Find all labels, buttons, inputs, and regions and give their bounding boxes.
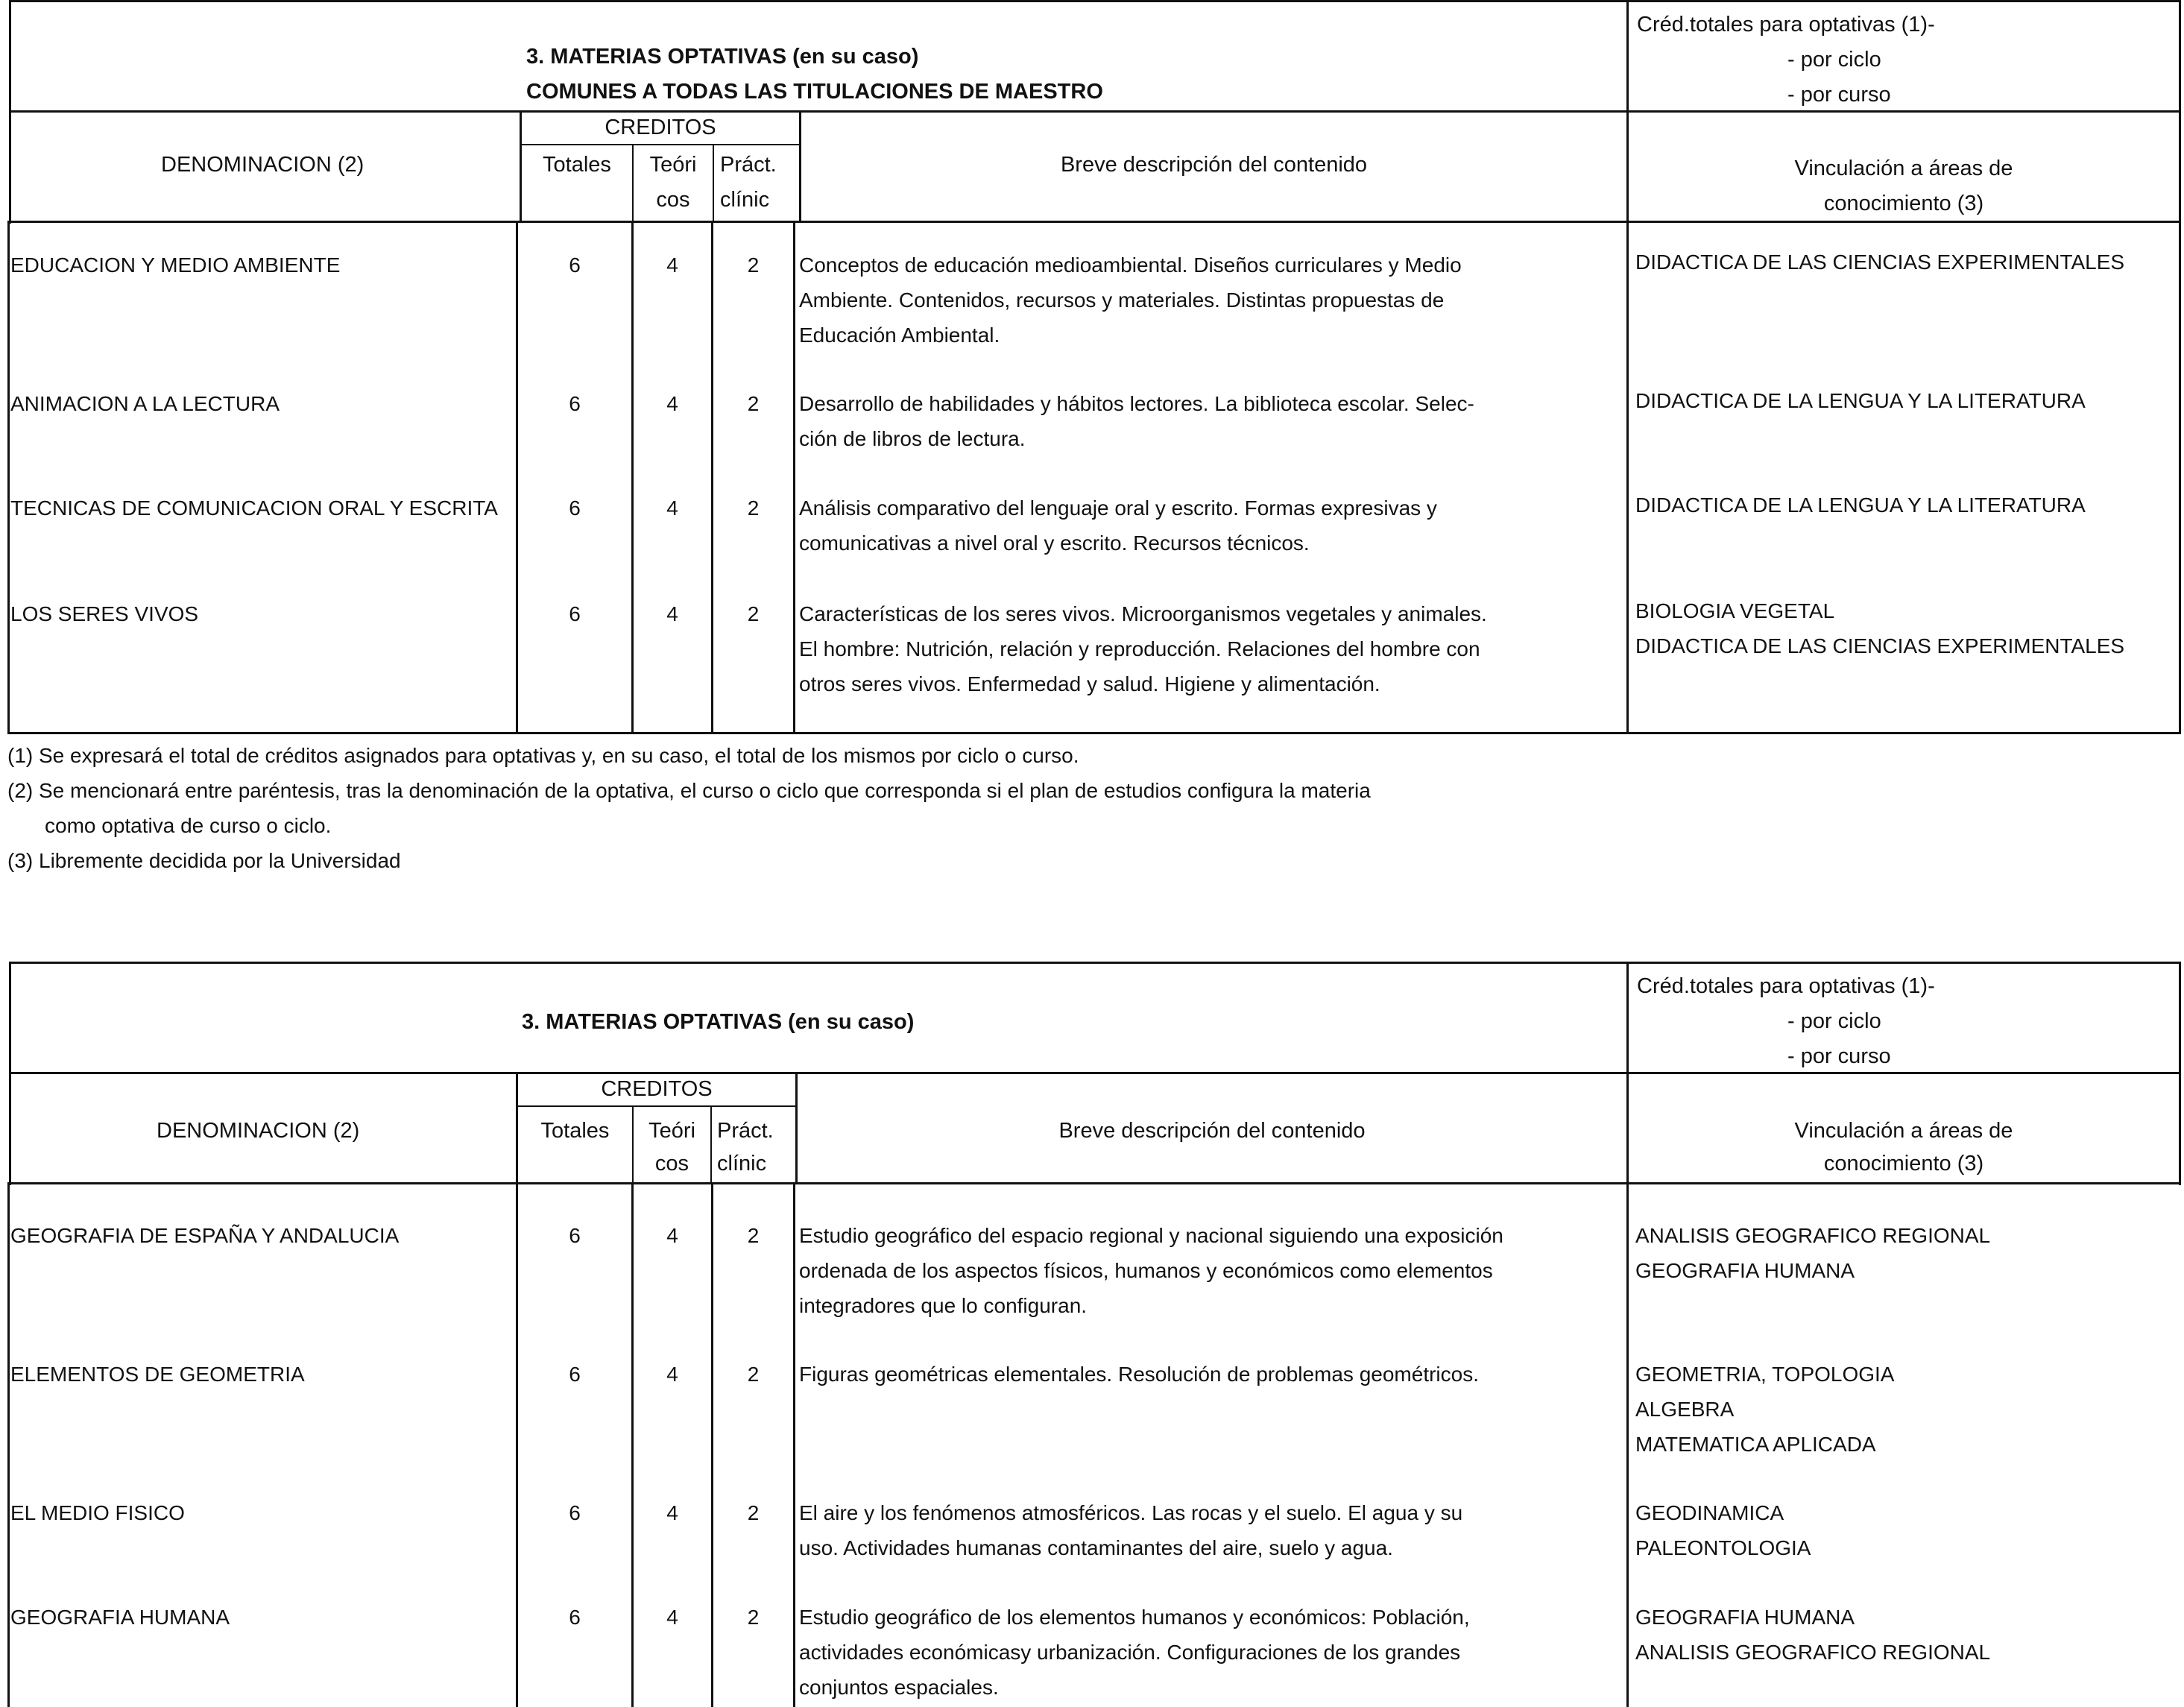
row-area: DIDACTICA DE LAS CIENCIAS EXPERIMENTALES [1635, 250, 2125, 274]
row-totales: 6 [569, 496, 581, 520]
footnote-3: (3) Libremente decidida por la Universidad [7, 849, 401, 872]
row-totales: 6 [569, 253, 581, 277]
row-area: DIDACTICA DE LAS CIENCIAS EXPERIMENTALES [1635, 634, 2125, 657]
row-totales: 6 [569, 1224, 581, 1247]
cred-por-curso: - por curso [1787, 83, 1891, 107]
row-teoricos: 4 [666, 392, 678, 415]
footnote-1: (1) Se expresará el total de créditos asignados para optativas y, en su caso, el total de los mismos por ciclo o curso. [7, 744, 1079, 767]
cred-por-ciclo: - por ciclo [1787, 48, 1881, 72]
row-description: Educación Ambiental. [799, 324, 1000, 347]
row-practicos: 2 [747, 1606, 760, 1629]
header-denominacion: DENOMINACION (2) [161, 153, 364, 177]
header-vinculacion: Vinculación a áreas de [1794, 1119, 2013, 1143]
header-creditos: CREDITOS [601, 1077, 713, 1101]
header-pract-2: clínic [717, 1152, 767, 1176]
header-descripcion: Breve descripción del contenido [1058, 1119, 1366, 1143]
header-teori: Teóri [649, 153, 697, 177]
row-totales: 6 [569, 392, 581, 415]
row-practicos: 2 [747, 253, 760, 277]
row-description: comunicativas a nivel oral y escrito. Recursos técnicos. [799, 531, 1310, 555]
row-description: otros seres vivos. Enfermedad y salud. Higiene y alimentación. [799, 672, 1380, 695]
header-pract: Práct. [717, 1119, 774, 1143]
row-description: ción de libros de lectura. [799, 427, 1026, 450]
header-teori-2: cos [656, 188, 690, 212]
row-area: ANALISIS GEOGRAFICO REGIONAL [1635, 1641, 1991, 1664]
table-title: 3. MATERIAS OPTATIVAS (en su caso) [526, 45, 919, 69]
row-area: GEOGRAFIA HUMANA [1635, 1606, 1855, 1629]
header-totales: Totales [540, 1119, 610, 1143]
cred-totales-label: Créd.totales para optativas (1)- [1637, 974, 1935, 998]
row-area: PALEONTOLOGIA [1635, 1536, 1811, 1559]
row-totales: 6 [569, 1363, 581, 1386]
row-teoricos: 4 [666, 1363, 678, 1386]
header-vinculacion-2: conocimiento (3) [1823, 1152, 1984, 1176]
row-description: Conceptos de educación medioambiental. Diseños curriculares y Medio [799, 253, 1462, 277]
row-totales: 6 [569, 602, 581, 625]
row-practicos: 2 [747, 1224, 760, 1247]
row-teoricos: 4 [666, 496, 678, 520]
row-name: LOS SERES VIVOS [10, 602, 199, 625]
row-name: EDUCACION Y MEDIO AMBIENTE [10, 253, 341, 277]
header-pract-2: clínic [720, 188, 770, 212]
row-totales: 6 [569, 1501, 581, 1524]
row-area: BIOLOGIA VEGETAL [1635, 599, 1835, 622]
row-teoricos: 4 [666, 1224, 678, 1247]
row-teoricos: 4 [666, 253, 678, 277]
row-name: GEOGRAFIA HUMANA [10, 1606, 230, 1629]
cred-por-curso: - por curso [1787, 1044, 1891, 1068]
header-vinculacion-2: conocimiento (3) [1823, 192, 1984, 215]
header-teori: Teóri [648, 1119, 695, 1143]
footnote-2: (2) Se mencionará entre paréntesis, tras la denominación de la optativa, el curso o ciclo que corresponda si el plan de estudios configura la materia [7, 779, 1371, 802]
row-description: Análisis comparativo del lenguaje oral y escrito. Formas expresivas y [799, 496, 1437, 520]
row-practicos: 2 [747, 602, 760, 625]
row-name: GEOGRAFIA DE ESPAÑA Y ANDALUCIA [10, 1224, 400, 1247]
row-name: EL MEDIO FISICO [10, 1501, 185, 1524]
row-description: conjuntos espaciales. [799, 1676, 999, 1699]
header-descripcion: Breve descripción del contenido [1060, 153, 1368, 177]
table-title: 3. MATERIAS OPTATIVAS (en su caso) [522, 1010, 915, 1034]
row-practicos: 2 [747, 392, 760, 415]
header-vinculacion: Vinculación a áreas de [1794, 157, 2013, 180]
row-name: ANIMACION A LA LECTURA [10, 392, 280, 415]
header-denominacion: DENOMINACION (2) [157, 1119, 360, 1143]
table-subtitle: COMUNES A TODAS LAS TITULACIONES DE MAESTRO [526, 80, 1103, 104]
row-description: El hombre: Nutrición, relación y reproducción. Relaciones del hombre con [799, 637, 1480, 660]
header-pract: Práct. [720, 153, 777, 177]
row-area: DIDACTICA DE LA LENGUA Y LA LITERATURA [1635, 493, 2086, 517]
row-teoricos: 4 [666, 1606, 678, 1629]
row-description: Ambiente. Contenidos, recursos y materiales. Distintas propuestas de [799, 288, 1445, 312]
row-description: Estudio geográfico de los elementos humanos y económicos: Población, [799, 1606, 1470, 1629]
row-area: GEOGRAFIA HUMANA [1635, 1259, 1855, 1282]
row-area: GEOMETRIA, TOPOLOGIA [1635, 1363, 1895, 1386]
row-practicos: 2 [747, 496, 760, 520]
row-teoricos: 4 [666, 602, 678, 625]
row-area: DIDACTICA DE LA LENGUA Y LA LITERATURA [1635, 389, 2086, 412]
footnote-2-cont: como optativa de curso o ciclo. [45, 814, 332, 837]
row-practicos: 2 [747, 1363, 760, 1386]
row-teoricos: 4 [666, 1501, 678, 1524]
cred-totales-label: Créd.totales para optativas (1)- [1637, 13, 1935, 37]
row-description: ordenada de los aspectos físicos, humanos y económicos como elementos [799, 1259, 1493, 1282]
row-description: uso. Actividades humanas contaminantes del aire, suelo y agua. [799, 1536, 1393, 1559]
cred-por-ciclo: - por ciclo [1787, 1009, 1881, 1033]
row-name: TECNICAS DE COMUNICACION ORAL Y ESCRITA [10, 496, 498, 520]
header-creditos: CREDITOS [605, 116, 716, 139]
row-description: integradores que lo configuran. [799, 1294, 1088, 1317]
row-practicos: 2 [747, 1501, 760, 1524]
row-area: MATEMATICA APLICADA [1635, 1433, 1876, 1456]
row-description: Estudio geográfico del espacio regional y nacional siguiendo una exposición [799, 1224, 1503, 1247]
header-totales: Totales [543, 153, 611, 177]
row-name: ELEMENTOS DE GEOMETRIA [10, 1363, 305, 1386]
row-area: ALGEBRA [1635, 1398, 1735, 1421]
row-area: ANALISIS GEOGRAFICO REGIONAL [1635, 1224, 1991, 1247]
row-description: El aire y los fenómenos atmosféricos. Las rocas y el suelo. El agua y su [799, 1501, 1463, 1524]
row-description: actividades económicasy urbanización. Configuraciones de los grandes [799, 1641, 1461, 1664]
row-description: Características de los seres vivos. Microorganismos vegetales y animales. [799, 602, 1487, 625]
row-description: Desarrollo de habilidades y hábitos lectores. La biblioteca escolar. Selec- [799, 392, 1474, 415]
row-description: Figuras geométricas elementales. Resolución de problemas geométricos. [799, 1363, 1479, 1386]
header-teori-2: cos [654, 1152, 689, 1176]
row-area: GEODINAMICA [1635, 1501, 1784, 1524]
row-totales: 6 [569, 1606, 581, 1629]
